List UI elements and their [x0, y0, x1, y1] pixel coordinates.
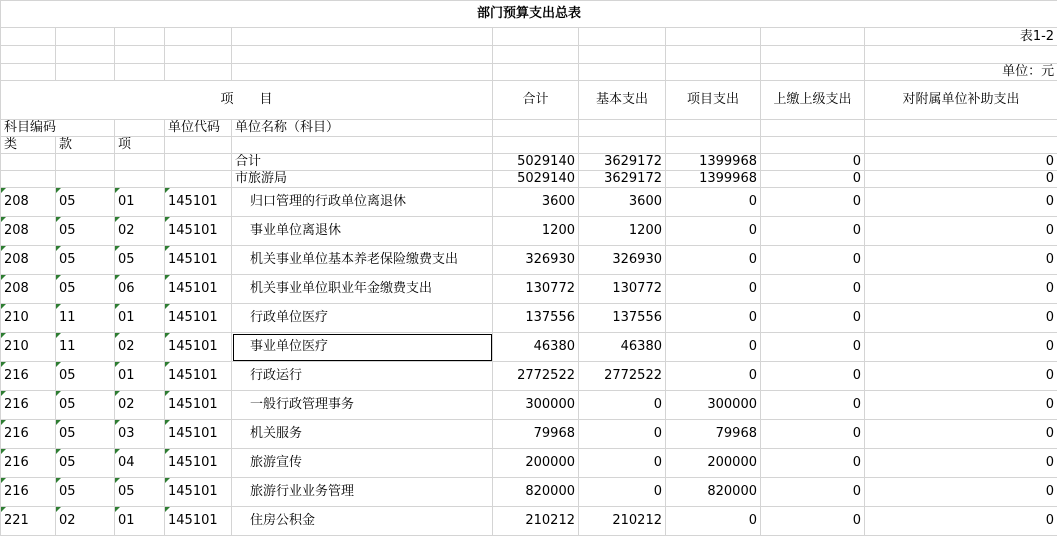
- cell-project[interactable]: 820000: [666, 478, 761, 507]
- cell-total[interactable]: 820000: [493, 478, 579, 507]
- cell-unit-code[interactable]: 145101: [165, 507, 232, 536]
- table-row: [1, 362, 1057, 391]
- header-unit-code[interactable]: 单位代码: [165, 120, 232, 137]
- cell-kuan[interactable]: 02: [56, 507, 115, 536]
- cell-subsidy[interactable]: 0: [865, 362, 1057, 391]
- summary-total[interactable]: 5029140: [493, 154, 579, 171]
- cell-basic[interactable]: 0: [579, 391, 666, 420]
- cell-unit-code[interactable]: 145101: [165, 333, 232, 362]
- cell-project[interactable]: 300000: [666, 391, 761, 420]
- cell-xiang[interactable]: 02: [115, 391, 165, 420]
- cell-name[interactable]: 机关事业单位职业年金缴费支出: [232, 275, 493, 304]
- header-project[interactable]: 项目支出: [666, 81, 761, 120]
- cell-name[interactable]: 机关事业单位基本养老保险缴费支出: [232, 246, 493, 275]
- summary-project[interactable]: 1399968: [666, 154, 761, 171]
- cell-unit-code[interactable]: 145101: [165, 449, 232, 478]
- cell-name[interactable]: 住房公积金: [232, 507, 493, 536]
- cell-basic[interactable]: 137556: [579, 304, 666, 333]
- header-upper[interactable]: 上缴上级支出: [761, 81, 865, 120]
- cell-kuan[interactable]: 11: [56, 333, 115, 362]
- empty-cell[interactable]: [1, 154, 56, 171]
- cell-total[interactable]: 200000: [493, 449, 579, 478]
- cell-basic[interactable]: 210212: [579, 507, 666, 536]
- cell-lei[interactable]: 216: [1, 449, 56, 478]
- cell-upper[interactable]: 0: [761, 420, 865, 449]
- cell-lei[interactable]: 216: [1, 391, 56, 420]
- cell-kuan[interactable]: 05: [56, 188, 115, 217]
- header-unit-name[interactable]: 单位名称（科目）: [232, 120, 493, 137]
- cell-kuan[interactable]: 11: [56, 304, 115, 333]
- cell-subsidy[interactable]: 0: [865, 449, 1057, 478]
- cell-project[interactable]: 0: [666, 333, 761, 362]
- cell-total[interactable]: 2772522: [493, 362, 579, 391]
- cell-lei[interactable]: 208: [1, 246, 56, 275]
- cell-kuan[interactable]: 05: [56, 449, 115, 478]
- header-lei[interactable]: 类: [1, 137, 56, 154]
- summary-basic[interactable]: 3629172: [579, 154, 666, 171]
- empty-cell[interactable]: [56, 171, 115, 188]
- cell-project[interactable]: 0: [666, 246, 761, 275]
- cell-upper[interactable]: 0: [761, 275, 865, 304]
- summary-subsidy[interactable]: 0: [865, 154, 1057, 171]
- cell-lei[interactable]: 208: [1, 275, 56, 304]
- cell-subsidy[interactable]: 0: [865, 188, 1057, 217]
- empty-cell[interactable]: [165, 154, 232, 171]
- table-row: [1, 333, 1057, 362]
- cell-name[interactable]: 事业单位医疗: [232, 333, 493, 362]
- header-kuan[interactable]: 款: [56, 137, 115, 154]
- cell-total[interactable]: 137556: [493, 304, 579, 333]
- cell-total[interactable]: 1200: [493, 217, 579, 246]
- cell-project[interactable]: 0: [666, 217, 761, 246]
- cell-xiang[interactable]: 01: [115, 188, 165, 217]
- cell-subsidy[interactable]: 0: [865, 333, 1057, 362]
- cell-project[interactable]: 0: [666, 275, 761, 304]
- table-row: [1, 246, 1057, 275]
- cell-kuan[interactable]: 05: [56, 420, 115, 449]
- cell-upper[interactable]: 0: [761, 304, 865, 333]
- summary-total[interactable]: 5029140: [493, 171, 579, 188]
- cell-kuan[interactable]: 05: [56, 275, 115, 304]
- cell-project[interactable]: 79968: [666, 420, 761, 449]
- cell-xiang[interactable]: 01: [115, 304, 165, 333]
- empty-cell[interactable]: [115, 154, 165, 171]
- cell-basic[interactable]: 130772: [579, 275, 666, 304]
- cell-total[interactable]: 79968: [493, 420, 579, 449]
- cell-subsidy[interactable]: 0: [865, 217, 1057, 246]
- cell-unit-code[interactable]: 145101: [165, 362, 232, 391]
- summary-name[interactable]: 合计: [232, 154, 493, 171]
- cell-basic[interactable]: 0: [579, 449, 666, 478]
- cell-total[interactable]: 300000: [493, 391, 579, 420]
- empty-cell[interactable]: [1, 171, 56, 188]
- table-row: [1, 275, 1057, 304]
- cell-total[interactable]: 326930: [493, 246, 579, 275]
- table-row: [1, 420, 1057, 449]
- cell-lei[interactable]: 221: [1, 507, 56, 536]
- cell-xiang[interactable]: 06: [115, 275, 165, 304]
- cell-name[interactable]: 一般行政管理事务: [232, 391, 493, 420]
- table-number[interactable]: 表1-2: [865, 28, 1057, 46]
- cell-lei[interactable]: 216: [1, 362, 56, 391]
- cell-basic[interactable]: 46380: [579, 333, 666, 362]
- cell-subsidy[interactable]: 0: [865, 246, 1057, 275]
- cell-subsidy[interactable]: 0: [865, 391, 1057, 420]
- cell-unit-code[interactable]: 145101: [165, 188, 232, 217]
- cell-upper[interactable]: 0: [761, 478, 865, 507]
- cell-unit-code[interactable]: 145101: [165, 217, 232, 246]
- header-subject-code[interactable]: 科目编码: [1, 120, 115, 137]
- table-row: [1, 217, 1057, 246]
- cell-kuan[interactable]: 05: [56, 391, 115, 420]
- cell-upper[interactable]: 0: [761, 217, 865, 246]
- cell-basic[interactable]: 326930: [579, 246, 666, 275]
- cell-upper[interactable]: 0: [761, 507, 865, 536]
- header-basic[interactable]: 基本支出: [579, 81, 666, 120]
- cell-xiang[interactable]: 01: [115, 362, 165, 391]
- cell-kuan[interactable]: 05: [56, 246, 115, 275]
- header-xiang[interactable]: 项: [115, 137, 165, 154]
- cell-name[interactable]: 旅游宣传: [232, 449, 493, 478]
- cell-xiang[interactable]: 02: [115, 217, 165, 246]
- cell-basic[interactable]: 0: [579, 420, 666, 449]
- cell-lei[interactable]: 210: [1, 333, 56, 362]
- cell-total[interactable]: 210212: [493, 507, 579, 536]
- cell-lei[interactable]: 208: [1, 217, 56, 246]
- cell-basic[interactable]: 0: [579, 478, 666, 507]
- header-subsidy[interactable]: 对附属单位补助支出: [865, 81, 1057, 120]
- cell-xiang[interactable]: 05: [115, 478, 165, 507]
- cell-upper[interactable]: 0: [761, 391, 865, 420]
- page-title[interactable]: 部门预算支出总表: [1, 1, 1057, 28]
- summary-row: [1, 154, 1057, 171]
- cell-lei[interactable]: 216: [1, 478, 56, 507]
- cell-project[interactable]: 200000: [666, 449, 761, 478]
- cell-unit-code[interactable]: 145101: [165, 391, 232, 420]
- cell-upper[interactable]: 0: [761, 333, 865, 362]
- cell-unit-code[interactable]: 145101: [165, 275, 232, 304]
- cell-project[interactable]: 0: [666, 304, 761, 333]
- cell-lei[interactable]: 208: [1, 188, 56, 217]
- summary-upper[interactable]: 0: [761, 154, 865, 171]
- empty-cell[interactable]: [165, 171, 232, 188]
- cell-unit-code[interactable]: 145101: [165, 478, 232, 507]
- cell-unit-code[interactable]: 145101: [165, 246, 232, 275]
- cell-name[interactable]: 行政运行: [232, 362, 493, 391]
- cell-xiang[interactable]: 01: [115, 507, 165, 536]
- table-row: [1, 304, 1057, 333]
- cell-unit-code[interactable]: 145101: [165, 420, 232, 449]
- cell-subsidy[interactable]: 0: [865, 275, 1057, 304]
- cell-total[interactable]: 130772: [493, 275, 579, 304]
- cell-subsidy[interactable]: 0: [865, 478, 1057, 507]
- cell-subsidy[interactable]: 0: [865, 507, 1057, 536]
- empty-cell[interactable]: [115, 171, 165, 188]
- cell-xiang[interactable]: 03: [115, 420, 165, 449]
- cell-upper[interactable]: 0: [761, 246, 865, 275]
- table-row: [1, 188, 1057, 217]
- cell-lei[interactable]: 210: [1, 304, 56, 333]
- cell-xiang[interactable]: 04: [115, 449, 165, 478]
- cell-name[interactable]: 归口管理的行政单位离退休: [232, 188, 493, 217]
- cell-basic[interactable]: 3600: [579, 188, 666, 217]
- cell-name[interactable]: 机关服务: [232, 420, 493, 449]
- cell-name[interactable]: 旅游行业业务管理: [232, 478, 493, 507]
- cell-subsidy[interactable]: 0: [865, 304, 1057, 333]
- summary-upper[interactable]: 0: [761, 171, 865, 188]
- cell-xiang[interactable]: 05: [115, 246, 165, 275]
- unit-label[interactable]: 单位：元: [865, 64, 1057, 81]
- cell-upper[interactable]: 0: [761, 449, 865, 478]
- cell-upper[interactable]: 0: [761, 362, 865, 391]
- cell-unit-code[interactable]: 145101: [165, 304, 232, 333]
- empty-cell[interactable]: [56, 154, 115, 171]
- table-row: [1, 449, 1057, 478]
- cell-total[interactable]: 3600: [493, 188, 579, 217]
- cell-basic[interactable]: 1200: [579, 217, 666, 246]
- cell-kuan[interactable]: 05: [56, 478, 115, 507]
- summary-subsidy[interactable]: 0: [865, 171, 1057, 188]
- cell-total[interactable]: 46380: [493, 333, 579, 362]
- cell-kuan[interactable]: 05: [56, 217, 115, 246]
- cell-kuan[interactable]: 05: [56, 362, 115, 391]
- cell-project[interactable]: 0: [666, 362, 761, 391]
- cell-project[interactable]: 0: [666, 507, 761, 536]
- header-item[interactable]: 项 目: [1, 81, 493, 120]
- header-total[interactable]: 合计: [493, 81, 579, 120]
- cell-xiang[interactable]: 02: [115, 333, 165, 362]
- cell-name[interactable]: 行政单位医疗: [232, 304, 493, 333]
- cell-basic[interactable]: 2772522: [579, 362, 666, 391]
- cell-upper[interactable]: 0: [761, 188, 865, 217]
- cell-name[interactable]: 事业单位离退休: [232, 217, 493, 246]
- cell-project[interactable]: 0: [666, 188, 761, 217]
- summary-name[interactable]: 市旅游局: [232, 171, 493, 188]
- table-row: [1, 478, 1057, 507]
- table-row: [1, 391, 1057, 420]
- table-row: [1, 507, 1057, 536]
- summary-basic[interactable]: 3629172: [579, 171, 666, 188]
- summary-row: [1, 171, 1057, 188]
- cell-subsidy[interactable]: 0: [865, 420, 1057, 449]
- cell-lei[interactable]: 216: [1, 420, 56, 449]
- summary-project[interactable]: 1399968: [666, 171, 761, 188]
